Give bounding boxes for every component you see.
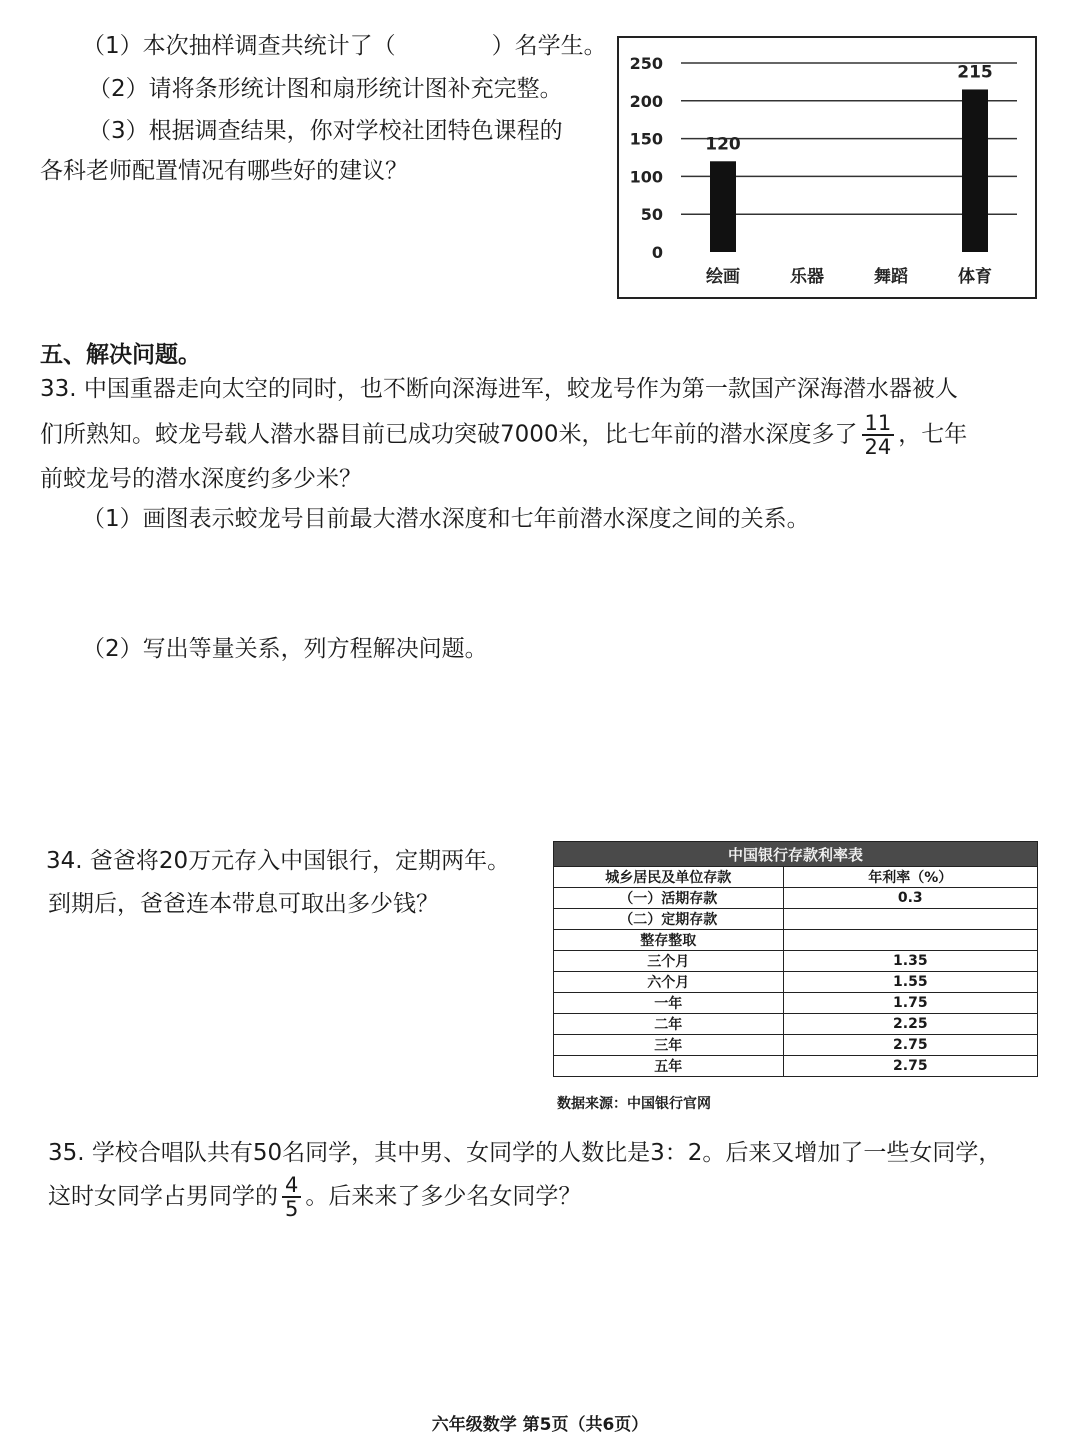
fraction-denominator: 5 [285,1197,299,1221]
table-cell: 2.75 [783,1056,1037,1077]
bar-chart [617,36,1037,299]
q35-line2 [48,1174,581,1220]
table-row [554,1014,1038,1035]
page-footer: 六年级数学 第5页（共6页） [431,1415,649,1435]
table-cell: 整存整取 [554,930,784,951]
fraction-11-24 [862,412,895,458]
y-tick-label: 150 [629,129,663,149]
q33-line2-text: 们所熟知。蛟龙号载人潜水器目前已成功突破7000米，比七年前的潜水深度多了 [40,421,858,448]
q35-line2-text: 这时女同学占男同学的 [48,1183,278,1210]
table-row [554,1056,1038,1077]
table-cell [783,909,1037,930]
fraction-numerator: 4 [282,1174,301,1198]
x-tick-label: 绘画 [706,267,740,287]
table-cell: 一年 [554,993,784,1014]
y-tick-label: 200 [629,91,663,111]
table-cell: 三年 [554,1035,784,1056]
q33-line1: 33. 中国重器走向太空的同时，也不断向深海进军，蛟龙号作为第一款国产深海潜水器被人 [40,376,958,402]
table-cell: 三个月 [554,951,784,972]
fraction-denominator: 24 [864,435,892,459]
x-tick-label: 乐器 [790,267,824,287]
y-tick-label: 50 [640,205,663,225]
q32-sub3-line1: （3）根据调查结果，你对学校社团特色课程的 [88,118,563,144]
bar [962,89,988,252]
table-cell: （一）活期存款 [554,888,784,909]
table-row [554,888,1038,909]
fraction-4-5 [282,1174,301,1220]
table-row [554,951,1038,972]
q33-line2 [40,412,967,458]
table-cell: 1.75 [783,993,1037,1014]
table-header-cell: 城乡居民及单位存款 [554,867,784,888]
q33-sub2: （2）写出等量关系，列方程解决问题。 [82,636,488,662]
table-row [554,930,1038,951]
table-row [554,1035,1038,1056]
table-row [554,909,1038,930]
table-row [554,993,1038,1014]
table-cell: 1.55 [783,972,1037,993]
table-cell: 2.75 [783,1035,1037,1056]
q32-sub1-text-end: ）名学生。 [491,33,607,59]
table-cell: 六个月 [554,972,784,993]
q32-sub2: （2）请将条形统计图和扇形统计图补充完整。 [88,76,563,102]
bar [710,161,736,252]
q33-sub1: （1）画图表示蛟龙号目前最大潜水深度和七年前潜水深度之间的关系。 [82,506,810,532]
table-cell: 五年 [554,1056,784,1077]
table-cell: 1.35 [783,951,1037,972]
q32-sub1-text: （1）本次抽样调查共统计了（ [82,33,396,59]
q33-line3: 前蛟龙号的潜水深度约多少米？ [40,466,362,492]
y-tick-label: 250 [629,54,663,73]
q32-sub3-line2: 各科老师配置情况有哪些好的建议？ [40,158,408,184]
table-cell: 0.3 [783,888,1037,909]
data-label: 215 [957,62,993,83]
table-row [554,972,1038,993]
q35-line2-end: 。后来来了多少名女同学？ [305,1183,582,1210]
table-header-row [554,867,1038,888]
x-tick-label: 体育 [958,267,992,287]
table-cell [783,930,1037,951]
table-title: 中国银行存款利率表 [554,842,1038,867]
table-source: 数据来源：中国银行官网 [557,1096,711,1112]
y-tick-label: 100 [629,167,663,187]
q32-sub1 [82,31,607,61]
bar-chart-svg [619,38,1035,297]
data-label: 120 [705,134,741,155]
table-header-cell: 年利率（%） [783,867,1037,888]
q34-line1: 34. 爸爸将20万元存入中国银行，定期两年。 [46,848,511,874]
y-tick-label: 0 [651,243,663,262]
table-cell: 2.25 [783,1014,1037,1035]
q35-line1: 35. 学校合唱队共有50名同学，其中男、女同学的人数比是3：2。后来又增加了一些女同学， [48,1140,1002,1166]
section-title: 五、解决问题。 [40,342,201,368]
x-tick-label: 舞蹈 [874,267,908,287]
fraction-numerator: 11 [862,412,895,436]
q33-line2-end: ，七年 [898,421,968,448]
q34-line2: 到期后，爸爸连本带息可取出多少钱？ [48,891,439,917]
table-cell: 二年 [554,1014,784,1035]
interest-rate-table [553,841,1038,1077]
table-cell: （二）定期存款 [554,909,784,930]
